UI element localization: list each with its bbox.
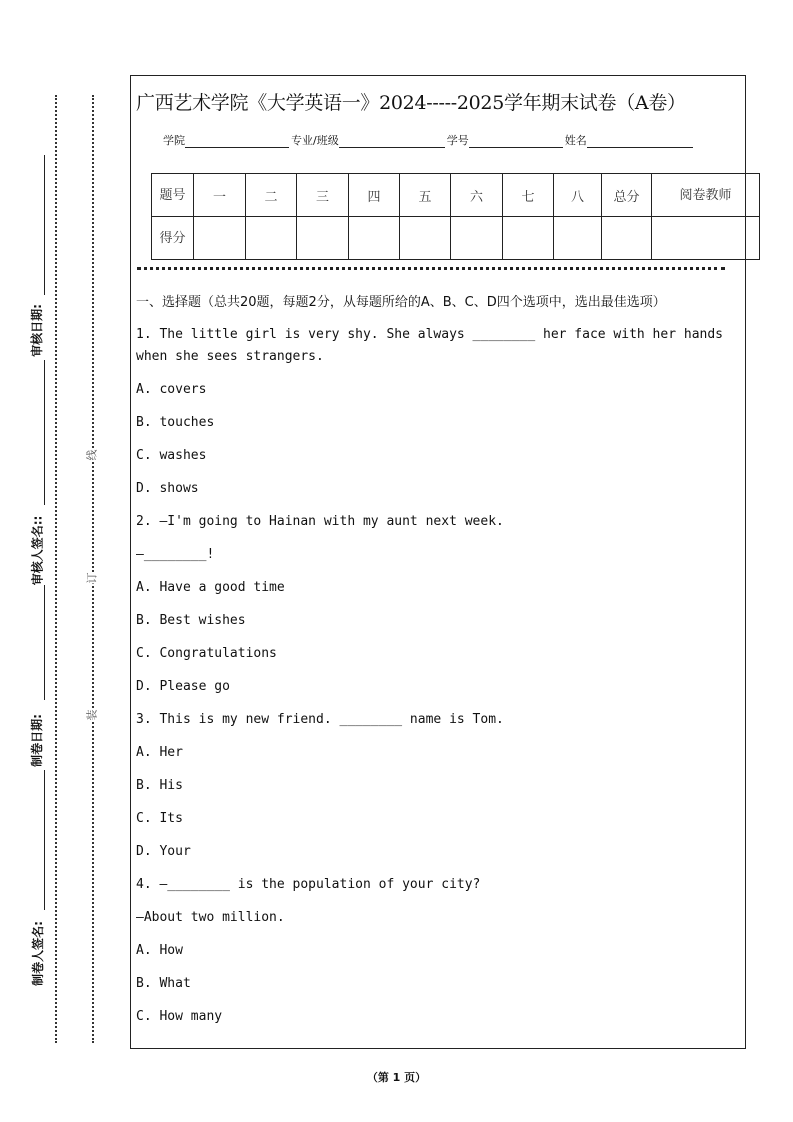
bind-mark-xian: 线 bbox=[85, 449, 99, 461]
score-cell[interactable] bbox=[652, 217, 760, 260]
question-line: 3. This is my new friend. ________ name is Tom. bbox=[136, 712, 504, 727]
review-date-line bbox=[44, 155, 45, 295]
score-header-cell: 八 bbox=[554, 174, 602, 217]
maker-signature-line bbox=[44, 770, 45, 910]
page-number: （第 1 页） bbox=[366, 1071, 427, 1084]
answer-option: C. Congratulations bbox=[136, 646, 277, 661]
answer-option: B. His bbox=[136, 778, 183, 793]
score-cell[interactable] bbox=[349, 217, 400, 260]
reviewer-signature-label: 审核人签名:: bbox=[30, 515, 45, 586]
student-id-label: 学号 bbox=[446, 134, 469, 147]
answer-option: B. touches bbox=[136, 415, 215, 430]
answer-option: A. covers bbox=[136, 382, 207, 397]
name-label: 姓名 bbox=[564, 134, 587, 147]
section-heading: 一、选择题（总共20题，每题2分，从每题所给的A、B、C、D四个选项中，选出最佳选项） bbox=[136, 295, 666, 310]
answer-option: D. Your bbox=[136, 844, 191, 859]
bind-mark-ding: 订 bbox=[85, 572, 99, 584]
student-info-fields bbox=[163, 132, 695, 148]
college-label: 学院 bbox=[163, 134, 185, 147]
score-header-cell: 二 bbox=[246, 174, 297, 217]
question-content bbox=[136, 292, 742, 1039]
answer-option: C. How many bbox=[136, 1009, 223, 1024]
question-line: —About two million. bbox=[136, 910, 285, 925]
score-cell[interactable] bbox=[400, 217, 451, 260]
major-class-label: 专业/班级 bbox=[291, 134, 339, 147]
score-cell[interactable] bbox=[297, 217, 349, 260]
score-table bbox=[151, 173, 760, 260]
answer-option: D. Please go bbox=[136, 679, 230, 694]
dotted-separator bbox=[137, 267, 725, 270]
answer-option: B. Best wishes bbox=[136, 613, 246, 628]
maker-signature-label: 制卷人签名: bbox=[30, 921, 45, 986]
score-cell[interactable] bbox=[602, 217, 652, 260]
name-blank[interactable] bbox=[587, 134, 693, 148]
exam-title: 广西艺术学院《大学英语一》2024-----2025学年期末试卷（A卷） bbox=[136, 92, 686, 114]
question-line: —________! bbox=[136, 547, 215, 562]
score-header-cell: 七 bbox=[503, 174, 554, 217]
question-line: 2. —I'm going to Hainan with my aunt next week. bbox=[136, 514, 504, 529]
maker-date-label: 制卷日期: bbox=[29, 714, 44, 767]
reviewer-signature-line bbox=[44, 360, 45, 505]
outer-dotted-line bbox=[55, 95, 57, 1043]
answer-option: A. Have a good time bbox=[136, 580, 285, 595]
question-line: 1. The little girl is very shy. She always ________ her face with her hands when she sees strangers. bbox=[136, 327, 723, 364]
score-cell[interactable] bbox=[246, 217, 297, 260]
score-cell[interactable] bbox=[451, 217, 503, 260]
score-header-cell: 三 bbox=[297, 174, 349, 217]
score-cell[interactable] bbox=[554, 217, 602, 260]
college-blank[interactable] bbox=[185, 134, 289, 148]
score-header-cell: 四 bbox=[349, 174, 400, 217]
score-header-cell: 题号 bbox=[152, 174, 194, 217]
score-cell[interactable] bbox=[194, 217, 246, 260]
score-cell[interactable] bbox=[503, 217, 554, 260]
major-class-blank[interactable] bbox=[339, 134, 445, 148]
answer-option: A. Her bbox=[136, 745, 183, 760]
bind-mark-zhuang: 装 bbox=[85, 709, 99, 721]
score-row-label: 得分 bbox=[152, 217, 194, 260]
answer-option: C. Its bbox=[136, 811, 183, 826]
answer-option: C. washes bbox=[136, 448, 207, 463]
student-id-blank[interactable] bbox=[469, 134, 563, 148]
answer-option: A. How bbox=[136, 943, 183, 958]
review-date-label: 审核日期: bbox=[29, 304, 44, 357]
score-header-cell: 阅卷教师 bbox=[652, 174, 760, 217]
question-line: 4. —________ is the population of your city? bbox=[136, 877, 481, 892]
binding-dotted-line bbox=[92, 95, 94, 1043]
score-header-cell: 五 bbox=[400, 174, 451, 217]
maker-date-line bbox=[44, 585, 45, 700]
score-header-cell: 一 bbox=[194, 174, 246, 217]
answer-option: B. What bbox=[136, 976, 191, 991]
answer-option: D. shows bbox=[136, 481, 199, 496]
score-header-cell: 总分 bbox=[602, 174, 652, 217]
score-header-cell: 六 bbox=[451, 174, 503, 217]
